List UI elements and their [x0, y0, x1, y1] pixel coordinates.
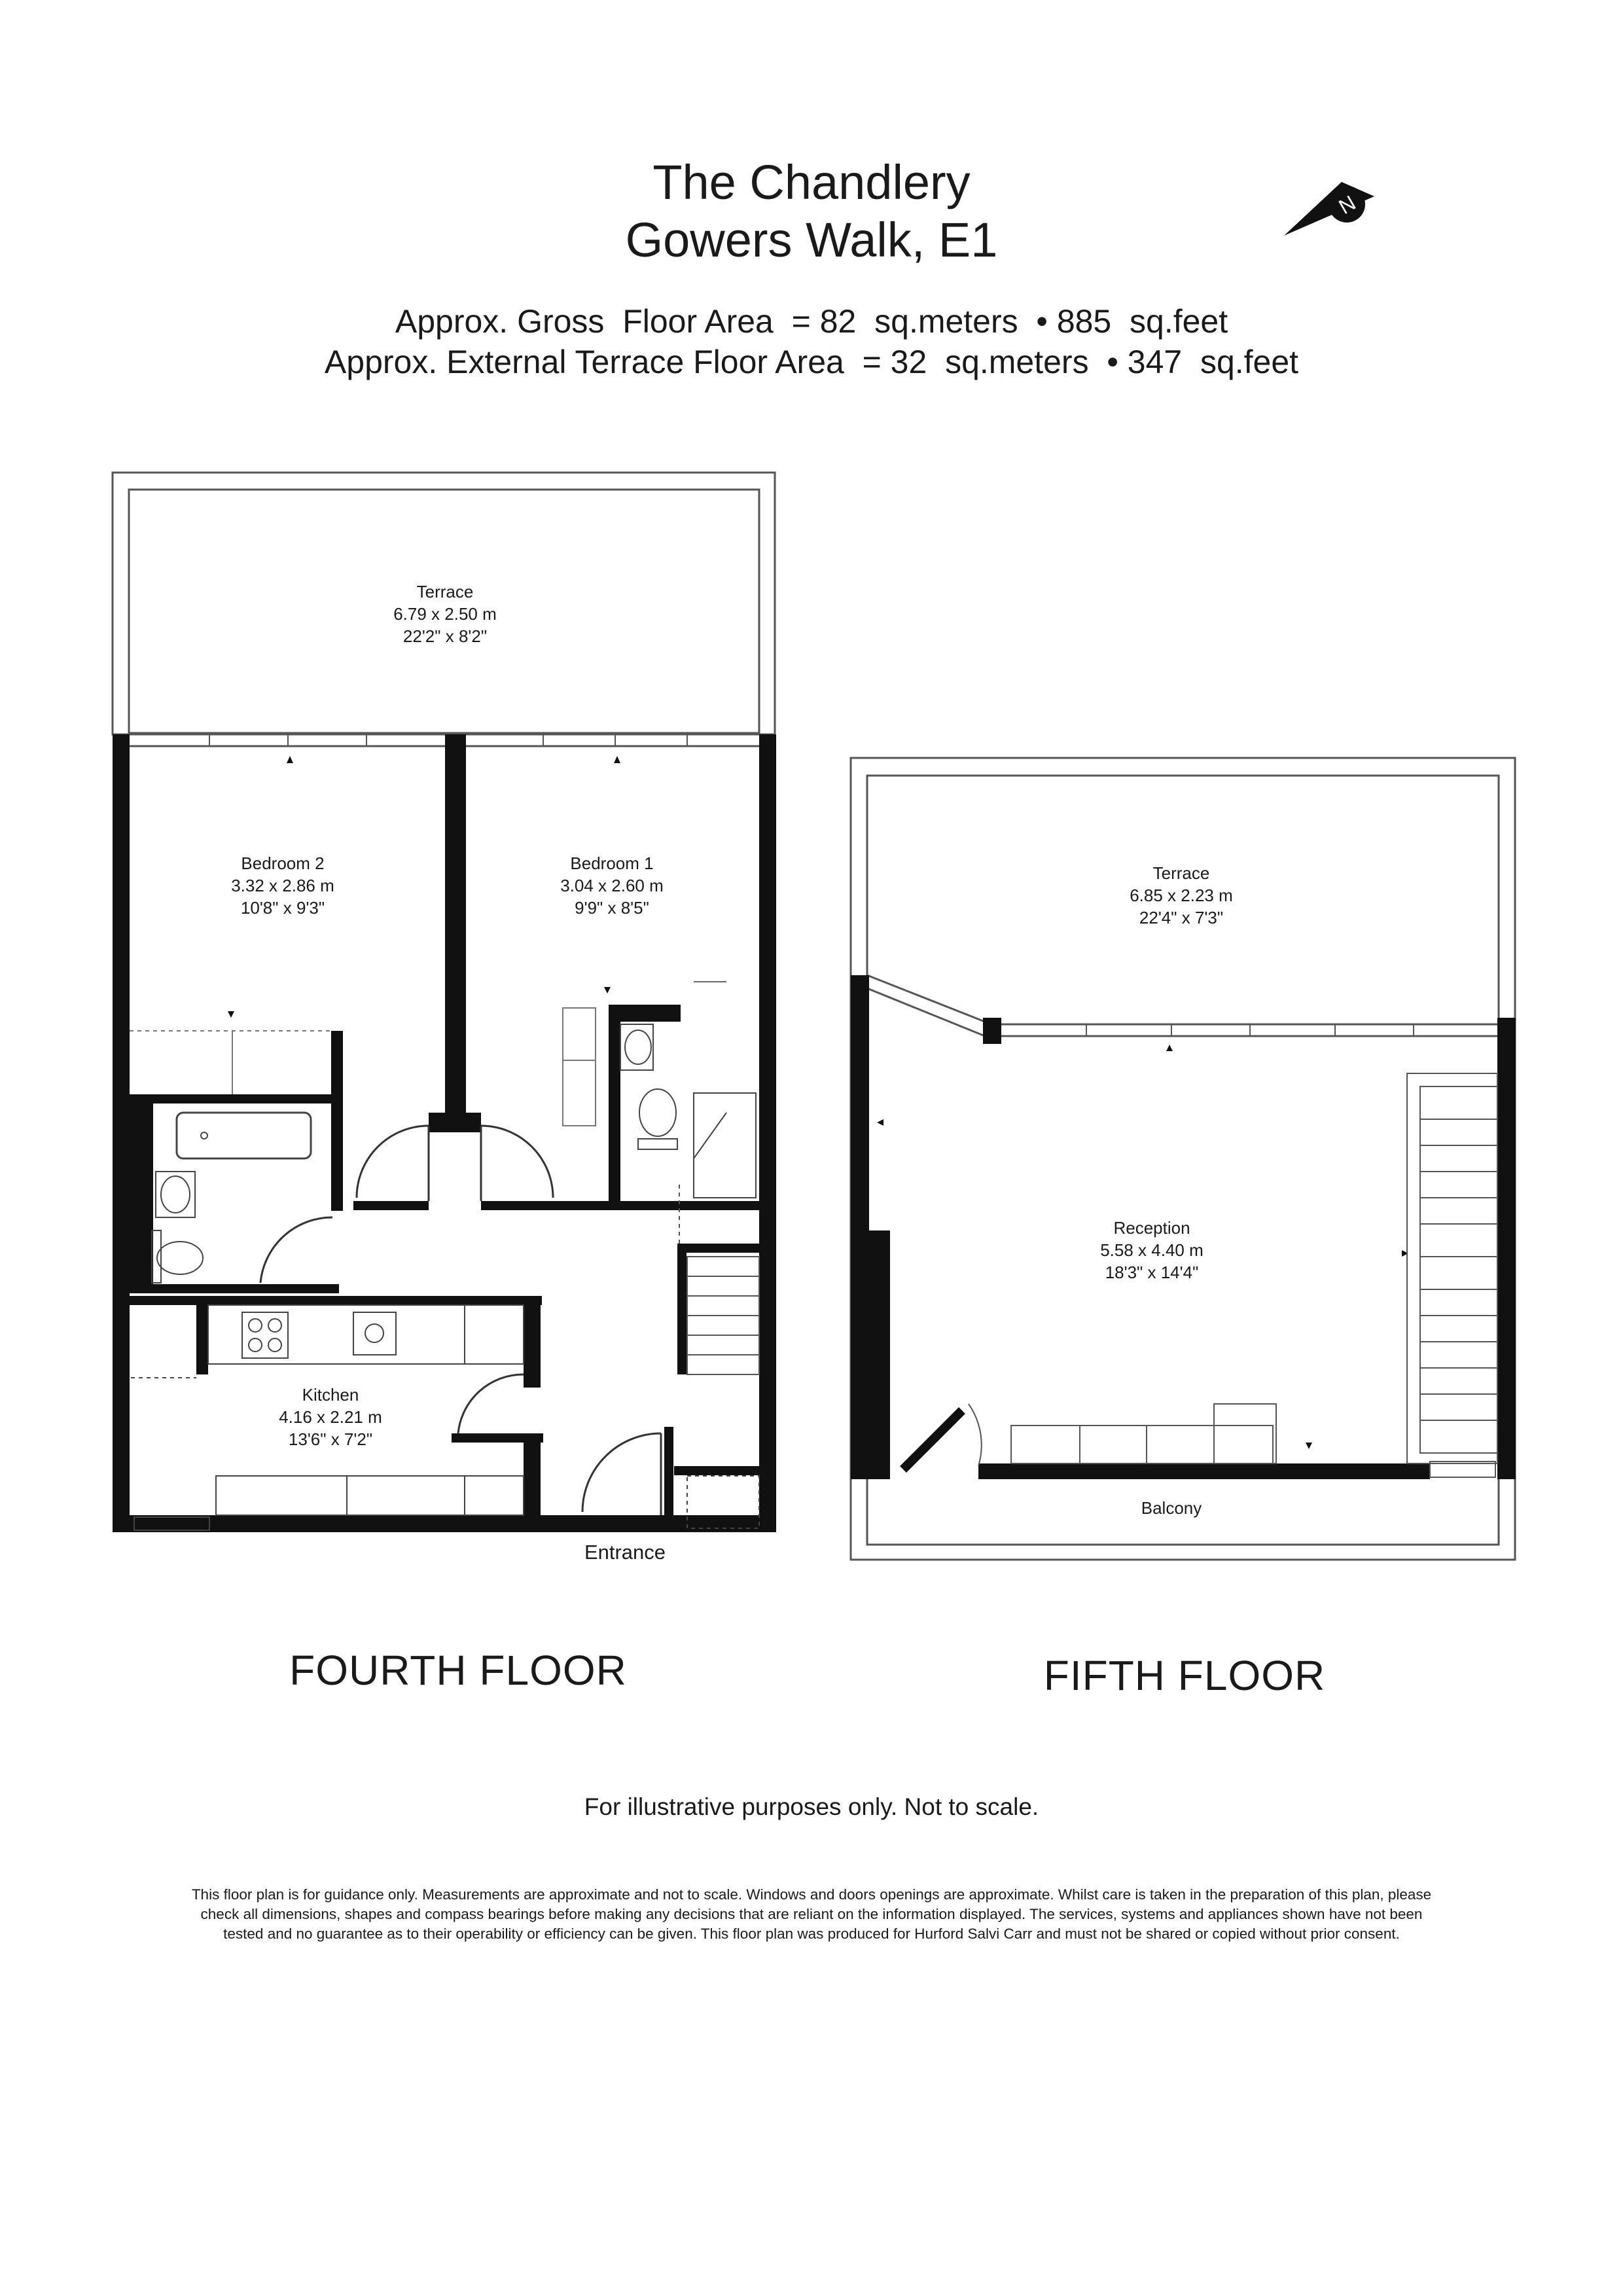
disclaimer-line-1: This floor plan is for guidance only. Measurements are approximate and not to scale. Windows and doors openings are approximate. Whilst care is taken in the preparation of this plan, please [191, 1886, 1432, 1903]
reception-imperial: 18'3" x 14'4" [1105, 1263, 1199, 1282]
bedroom1-name: Bedroom 1 [570, 853, 654, 873]
terrace-5-imperial: 22'4" x 7'3" [1139, 908, 1224, 927]
property-address: Gowers Walk, E1 [625, 213, 998, 267]
entrance-label: Entrance [584, 1541, 666, 1564]
bedroom2-metric: 3.32 x 2.86 m [231, 876, 334, 895]
disclaimer-line-3: tested and no guarantee as to their operability or efficiency can be given. This floor plan was produced for Hurford Salvi Carr and must not be shared or copied without prior consent. [223, 1926, 1400, 1942]
property-name: The Chandlery [652, 155, 971, 209]
terrace-5-name: Terrace [1152, 863, 1210, 883]
terrace-4-metric: 6.79 x 2.50 m [393, 604, 497, 624]
terrace-floor-area: Approx. External Terrace Floor Area = 32 sq.meters • 347 sq.feet [324, 344, 1299, 380]
reception-metric: 5.58 x 4.40 m [1100, 1240, 1204, 1260]
bedroom2-name: Bedroom 2 [241, 853, 325, 873]
kitchen-metric: 4.16 x 2.21 m [279, 1407, 382, 1427]
kitchen-imperial: 13'6" x 7'2" [288, 1429, 373, 1449]
gross-floor-area: Approx. Gross Floor Area = 82 sq.meters • 885 sq.feet [395, 303, 1228, 340]
fourth-floor-plan [113, 473, 776, 1564]
balcony-name: Balcony [1141, 1498, 1202, 1518]
compass-letter: N [1334, 190, 1360, 219]
terrace-5-metric: 6.85 x 2.23 m [1130, 886, 1233, 905]
bedroom1-imperial: 9'9" x 8'5" [575, 898, 649, 918]
terrace-4-imperial: 22'2" x 8'2" [402, 626, 488, 646]
terrace-4-name: Terrace [416, 582, 474, 601]
illustrative-note: For illustrative purposes only. Not to scale. [584, 1793, 1039, 1820]
fifth-floor-label: FIFTH FLOOR [1043, 1652, 1326, 1699]
bedroom2-imperial: 10'8" x 9'3" [240, 898, 325, 918]
north-arrow-icon [1284, 182, 1374, 236]
fourth-floor-label: FOURTH FLOOR [289, 1647, 627, 1694]
bedroom1-metric: 3.04 x 2.60 m [560, 876, 664, 895]
disclaimer-line-2: check all dimensions, shapes and compass bearings before making any decisions that are reliant on the information displayed. The services, systems and appliances shown have not been [200, 1906, 1423, 1922]
fifth-floor-plan [851, 758, 1516, 1560]
kitchen-name: Kitchen [302, 1385, 359, 1405]
reception-name: Reception [1113, 1218, 1190, 1238]
